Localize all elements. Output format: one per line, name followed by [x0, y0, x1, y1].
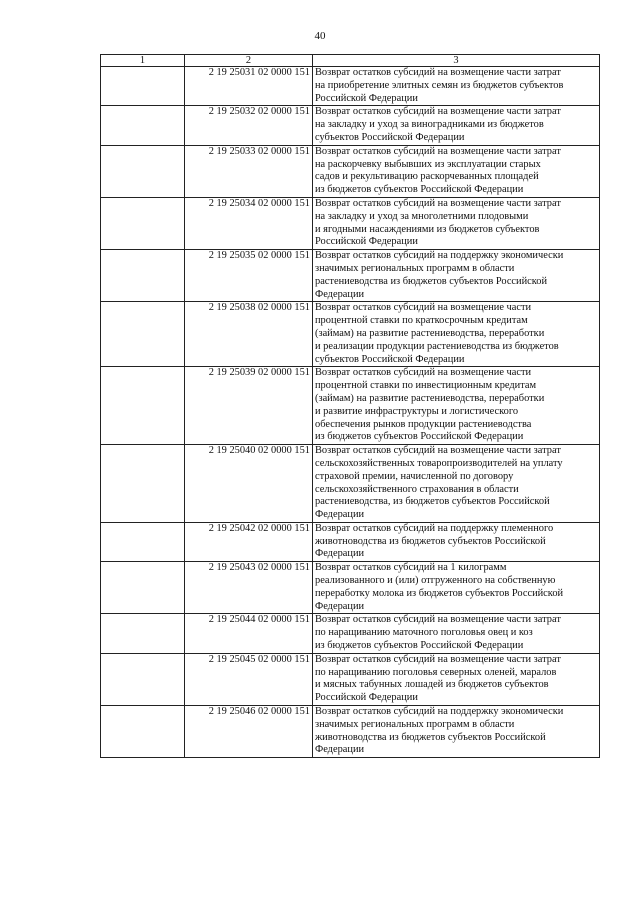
table-row: [101, 197, 600, 249]
description-cell: Возврат остатков субсидий на возмещение части процентной ставки по инвестиционным кредитам (займам) на развитие растениеводства, переработки и развитие инфраструктуры и логистического обеспечения рынков продукции растениеводства из бюджетов субъектов Российской Федерации: [313, 367, 600, 445]
budget-code-cell: 2 19 25042 02 0000 151: [185, 522, 313, 561]
row-number-cell: [101, 706, 185, 758]
description-cell: Возврат остатков субсидий на поддержку экономически значимых региональных программ в области животноводства из бюджетов субъектов Российской Федерации: [313, 706, 600, 758]
codes-table: [100, 54, 600, 758]
budget-code-cell: 2 19 25043 02 0000 151: [185, 562, 313, 614]
row-number-cell: [101, 197, 185, 249]
budget-code-cell: 2 19 25032 02 0000 151: [185, 106, 313, 145]
table-header-row: [101, 55, 600, 67]
table-row: [101, 250, 600, 302]
description-cell: Возврат остатков субсидий на поддержку экономически значимых региональных программ в области растениеводства из бюджетов субъектов Российской Федерации: [313, 250, 600, 302]
row-number-cell: [101, 445, 185, 523]
budget-code-cell: 2 19 25039 02 0000 151: [185, 367, 313, 445]
budget-code-cell: 2 19 25034 02 0000 151: [185, 197, 313, 249]
description-cell: Возврат остатков субсидий на 1 килограмм реализованного и (или) отгруженного на собственную переработку молока из бюджетов субъектов Российской Федерации: [313, 562, 600, 614]
page-number: 40: [314, 30, 326, 42]
description-cell: Возврат остатков субсидий на возмещение части процентной ставки по краткосрочным кредитам (займам) на развитие растениеводства, переработки и реализации продукции растениеводства из бюджетов субъектов Российской Федерации: [313, 302, 600, 367]
budget-code-cell: 2 19 25046 02 0000 151: [185, 706, 313, 758]
description-cell: Возврат остатков субсидий на возмещение части затрат на раскорчевку выбывших из эксплуатации старых садов и рекультивацию раскорчеванных площадей из бюджетов субъектов Российской Федерации: [313, 145, 600, 197]
row-number-cell: [101, 145, 185, 197]
description-cell: Возврат остатков субсидий на возмещение части затрат сельскохозяйственных товаропроизводителей на уплату страховой премии, начисленной по договору сельскохозяйственного страхования в области растениеводства, из бюджетов субъектов Российской Федерации: [313, 445, 600, 523]
table-row: [101, 653, 600, 705]
row-number-cell: [101, 653, 185, 705]
description-cell: Возврат остатков субсидий на возмещение части затрат на закладку и уход за виноградниками из бюджетов субъектов Российской Федерации: [313, 106, 600, 145]
description-cell: Возврат остатков субсидий на возмещение части затрат на закладку и уход за многолетними плодовыми и ягодными насаждениями из бюджетов субъектов Российской Федерации: [313, 197, 600, 249]
row-number-cell: [101, 67, 185, 106]
row-number-cell: [101, 522, 185, 561]
description-cell: Возврат остатков субсидий на возмещение части затрат на приобретение элитных семян из бюджетов субъектов Российской Федерации: [313, 67, 600, 106]
budget-code-cell: 2 19 25044 02 0000 151: [185, 614, 313, 653]
budget-code-cell: 2 19 25045 02 0000 151: [185, 653, 313, 705]
table-row: [101, 367, 600, 445]
budget-code-cell: 2 19 25035 02 0000 151: [185, 250, 313, 302]
table-row: [101, 706, 600, 758]
table-body: [101, 55, 600, 758]
table-row: [101, 522, 600, 561]
column-header-1: 1: [101, 55, 185, 67]
table-row: [101, 445, 600, 523]
row-number-cell: [101, 106, 185, 145]
budget-code-cell: 2 19 25040 02 0000 151: [185, 445, 313, 523]
table-row: [101, 562, 600, 614]
row-number-cell: [101, 614, 185, 653]
table-row: [101, 614, 600, 653]
budget-code-cell: 2 19 25031 02 0000 151: [185, 67, 313, 106]
table-row: [101, 106, 600, 145]
budget-code-cell: 2 19 25038 02 0000 151: [185, 302, 313, 367]
budget-code-cell: 2 19 25033 02 0000 151: [185, 145, 313, 197]
column-header-3: 3: [313, 55, 600, 67]
column-header-2: 2: [185, 55, 313, 67]
description-cell: Возврат остатков субсидий на возмещение части затрат по наращиванию маточного поголовья овец и коз из бюджетов субъектов Российской Федерации: [313, 614, 600, 653]
table-row: [101, 67, 600, 106]
description-cell: Возврат остатков субсидий на поддержку племенного животноводства из бюджетов субъектов Российской Федерации: [313, 522, 600, 561]
row-number-cell: [101, 562, 185, 614]
row-number-cell: [101, 302, 185, 367]
table-row: [101, 302, 600, 367]
table-row: [101, 145, 600, 197]
description-cell: Возврат остатков субсидий на возмещение части затрат по наращиванию поголовья северных оленей, маралов и мясных табунных лошадей из бюджетов субъектов Российской Федерации: [313, 653, 600, 705]
row-number-cell: [101, 367, 185, 445]
row-number-cell: [101, 250, 185, 302]
